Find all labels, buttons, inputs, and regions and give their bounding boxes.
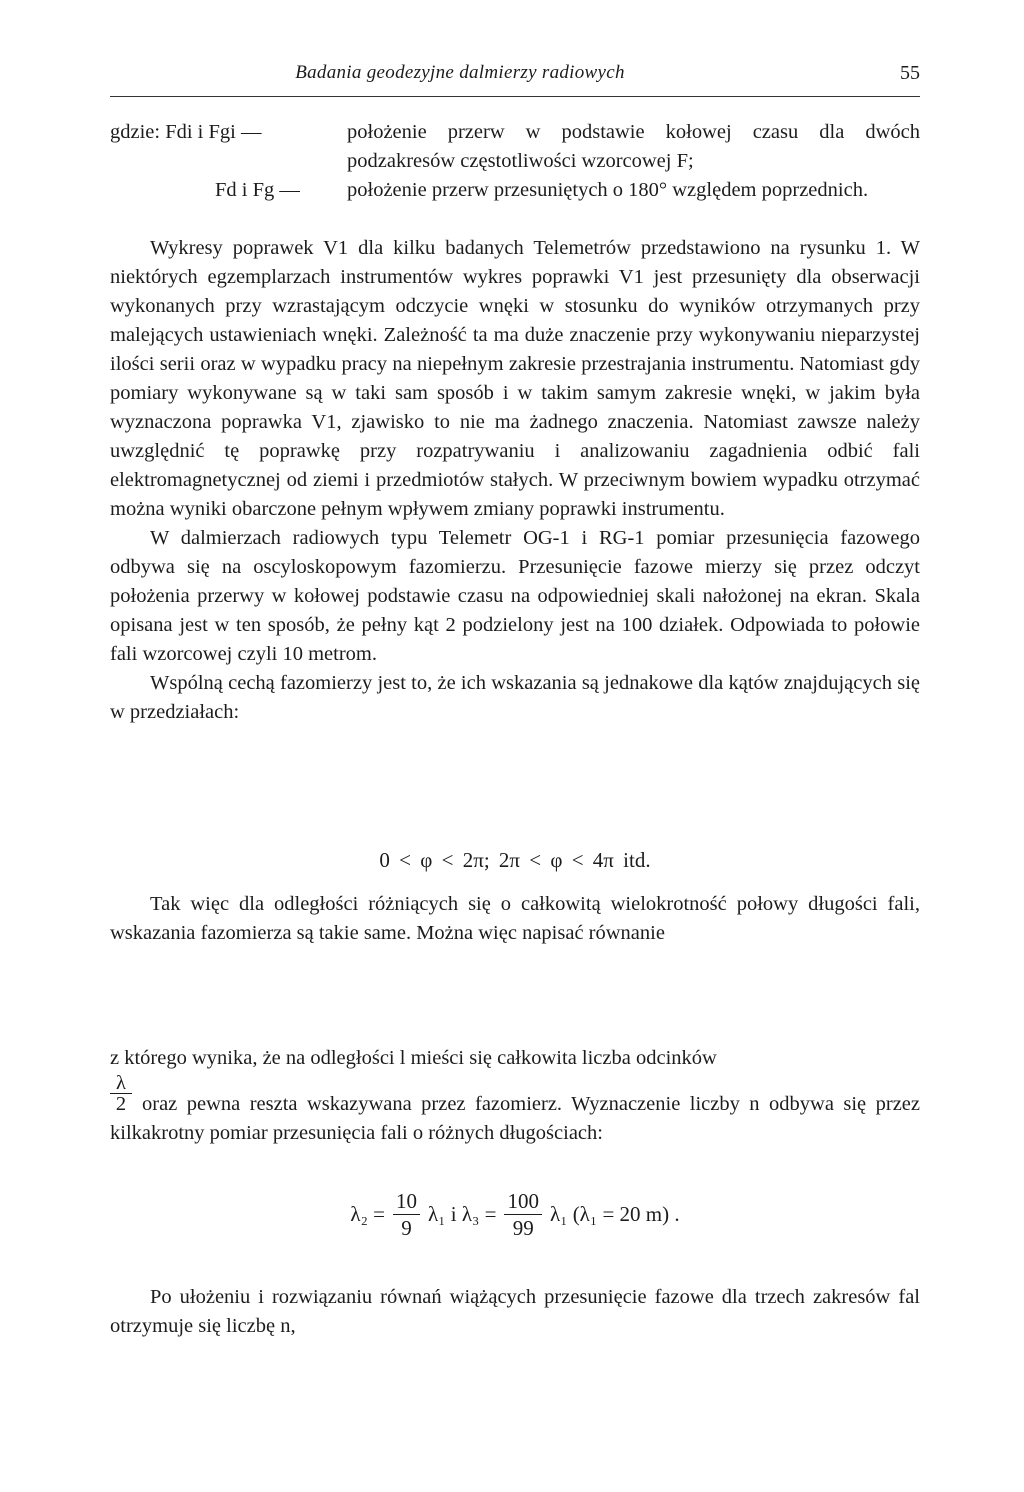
paragraph: Tak więc dla odległości różniących się o całkowitą wielokrotność połowy długości fali, wskazania fazomierza są takie same. Można więc napisać równanie xyxy=(110,893,920,944)
fraction-numerator: 100 xyxy=(504,1188,542,1215)
fraction-denominator: 99 xyxy=(512,1216,534,1240)
definition-row xyxy=(110,176,920,205)
definition-row xyxy=(110,118,920,176)
fraction-denominator: 9 xyxy=(401,1216,412,1240)
fraction-numerator: 10 xyxy=(393,1188,420,1215)
formula-intervals: 0 < φ < 2π; 2π < φ < 4π itd. xyxy=(379,848,651,872)
body-section-3 xyxy=(110,1044,920,1148)
body-section-1 xyxy=(110,234,920,727)
fraction xyxy=(504,1188,542,1241)
formula-part: λ₁ i λ₃ = xyxy=(428,1202,497,1226)
definition-symbol: Fd i Fg — xyxy=(215,179,300,201)
formula-part: λ₁ (λ₁ = 20 m) . xyxy=(549,1202,680,1226)
definition-symbol: gdzie: Fdi i Fgi — xyxy=(110,121,262,143)
definition-text: położenie przerw przesuniętych o 180° względem poprzednich. xyxy=(347,179,869,201)
page-number: 55 xyxy=(900,62,920,84)
fraction xyxy=(393,1188,420,1241)
paragraph: z którego wynika, że na odległości l mieści się całkowita liczba odcinków xyxy=(110,1047,717,1069)
definition-text: położenie przerw w podstawie kołowej czasu dla dwóch podzakresów częstotliwości wzorcowej F; xyxy=(347,121,920,172)
formula-part: λ₂ = xyxy=(350,1202,385,1226)
paragraph: Po ułożeniu i rozwiązaniu równań wiążących przesunięcie fazowe dla trzech zakresów fal otrzymuje się liczbę n, xyxy=(110,1285,920,1337)
paragraph: W dalmierzach radiowych typu Telemetr OG-1 i RG-1 pomiar przesunięcia fazowego odbywa się na oscyloskopowym fazomierzu. Przesunięcie fazowe mierzy się przez odczyt położenia przerwy w kołowej podstawie czasu na odpowiedniej skali nałożonej na ekran. Skala opisana jest w ten sposób, że pełny kąt 2 podzielony jest na 100 działek. Odpowiada to połowie fali wzorcowej czyli 10 metrom. xyxy=(110,527,920,665)
paragraph: Wspólną cechą fazomierzy jest to, że ich wskazania są jednakowe dla kątów znajdujących się w przedziałach: xyxy=(110,672,920,723)
paragraph: Wykresy poprawek V1 dla kilku badanych Telemetrów przedstawiono na rysunku 1. W niektórych egzemplarzach instrumentów wykres poprawki V1 jest przesunięty dla obserwacji wykonanych przy wzrastającym odczycie wnęki w stosunku do wyników otrzymanych przy malejących ustawieniach wnęki. Zależność ta ma duże znaczenie przy wykonywaniu nieparzystej ilości serii oraz w wypadku pracy na niepełnym zakresie przestrajania instrumentu. Natomiast gdy pomiary wykonywane są w taki sam sposób i w takim samym zakresie wnęki, w jakim była wyznaczona poprawka V1, zjawisko to nie ma żadnego znaczenia. Natomiast zawsze należy uwzględnić tę poprawkę przy rozpatrywaniu i analizowaniu zagadnienia odbić fali elektromagnetycznej od ziemi i przedmiotów stałych. W przeciwnym bowiem wypadku otrzymać można wyniki obarczone pełnym wpływem zmiany poprawki instrumentu. xyxy=(110,237,920,520)
formula-wavelengths xyxy=(110,1188,920,1241)
page-header xyxy=(110,62,920,97)
fraction-denominator: 2 xyxy=(115,1093,127,1115)
fraction-numerator: λ xyxy=(110,1073,132,1094)
paragraph-text: oraz pewna reszta wskazywana przez fazomierz. Wyznaczenie liczby n odbywa się przez kilkakrotny pomiar przesunięcia fali o różnych długościach: xyxy=(110,1093,920,1144)
definitions xyxy=(110,118,920,205)
paragraph-with-fraction xyxy=(110,1073,920,1148)
running-title: Badania geodezyjne dalmierzy radiowych xyxy=(295,62,625,83)
body-section-2 xyxy=(110,890,920,948)
lambda-half-fraction xyxy=(110,1073,132,1114)
body-section-4 xyxy=(110,1262,920,1361)
